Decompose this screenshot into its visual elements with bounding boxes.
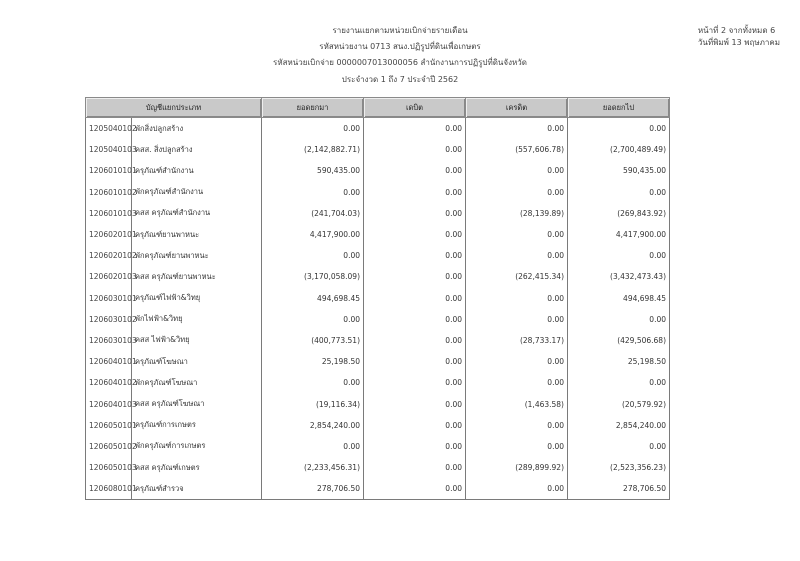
print-date: วันที่พิมพ์ 13 พฤษภาคม bbox=[697, 38, 780, 47]
credit-value: 0.00 bbox=[466, 436, 568, 457]
credit-value: (262,415.34) bbox=[466, 266, 568, 287]
table-row bbox=[86, 372, 670, 393]
carried-forward-value: 590,435.00 bbox=[568, 160, 670, 181]
account-code: 1206080101 bbox=[86, 478, 132, 500]
credit-value: 0.00 bbox=[466, 118, 568, 140]
table-row bbox=[86, 224, 670, 245]
brought-forward-value: 25,198.50 bbox=[262, 351, 364, 372]
brought-forward-value: (241,704.03) bbox=[262, 203, 364, 224]
carried-forward-value: 0.00 bbox=[568, 245, 670, 266]
carried-forward-value: 0.00 bbox=[568, 436, 670, 457]
table-row bbox=[86, 245, 670, 266]
account-name: คสส ครุภัณฑ์โฆษณา bbox=[132, 393, 262, 414]
account-code: 1206010102 bbox=[86, 182, 132, 203]
account-name: คสส ไฟฟ้า&วิทยุ bbox=[132, 330, 262, 351]
brought-forward-value: 0.00 bbox=[262, 309, 364, 330]
account-name: ครุภัณฑ์สำรวจ bbox=[132, 478, 262, 500]
account-code: 1206030102 bbox=[86, 309, 132, 330]
credit-value: 0.00 bbox=[466, 372, 568, 393]
brought-forward-value: 0.00 bbox=[262, 118, 364, 140]
carried-forward-value: 278,706.50 bbox=[568, 478, 670, 500]
account-code: 1206010101 bbox=[86, 160, 132, 181]
credit-value: 0.00 bbox=[466, 182, 568, 203]
table-row bbox=[86, 457, 670, 478]
table-row bbox=[86, 288, 670, 309]
credit-value: 0.00 bbox=[466, 415, 568, 436]
credit-value: 0.00 bbox=[466, 224, 568, 245]
ledger-table bbox=[85, 97, 670, 500]
carried-forward-value: (3,432,473.43) bbox=[568, 266, 670, 287]
report-title: รายงานแยกตามหน่วยเบิกจ่ายรายเดือน bbox=[332, 26, 468, 35]
table-row bbox=[86, 266, 670, 287]
credit-value: (1,463.58) bbox=[466, 393, 568, 414]
credit-value: 0.00 bbox=[466, 351, 568, 372]
table-row bbox=[86, 393, 670, 414]
account-code: 1206050102 bbox=[86, 436, 132, 457]
table-row bbox=[86, 160, 670, 181]
brought-forward-value: 590,435.00 bbox=[262, 160, 364, 181]
account-code: 1206050101 bbox=[86, 415, 132, 436]
brought-forward-value: 494,698.45 bbox=[262, 288, 364, 309]
carried-forward-value: (2,523,356.23) bbox=[568, 457, 670, 478]
account-name: พักสิ่งปลูกสร้าง bbox=[132, 118, 262, 140]
col-header-account: บัญชีแยกประเภท bbox=[86, 98, 262, 118]
account-code: 1206050103 bbox=[86, 457, 132, 478]
account-name: พักครุภัณฑ์ยานพาหนะ bbox=[132, 245, 262, 266]
carried-forward-value: 0.00 bbox=[568, 182, 670, 203]
account-name: คสส. สิ่งปลูกสร้าง bbox=[132, 139, 262, 160]
brought-forward-value: (2,142,882.71) bbox=[262, 139, 364, 160]
table-row bbox=[86, 351, 670, 372]
account-name: คสส ครุภัณฑ์เกษตร bbox=[132, 457, 262, 478]
account-code: 1206040102 bbox=[86, 372, 132, 393]
credit-value: (557,606.78) bbox=[466, 139, 568, 160]
brought-forward-value: 0.00 bbox=[262, 182, 364, 203]
carried-forward-value: (269,843.92) bbox=[568, 203, 670, 224]
account-name: พักครุภัณฑ์โฆษณา bbox=[132, 372, 262, 393]
account-name: ครุภัณฑ์สำนักงาน bbox=[132, 160, 262, 181]
credit-value: 0.00 bbox=[466, 160, 568, 181]
brought-forward-value: (400,773.51) bbox=[262, 330, 364, 351]
debit-value: 0.00 bbox=[364, 118, 466, 140]
account-code: 1206020103 bbox=[86, 266, 132, 287]
carried-forward-value: 0.00 bbox=[568, 309, 670, 330]
col-header-carried-forward: ยอดยกไป bbox=[568, 98, 670, 118]
debit-value: 0.00 bbox=[364, 160, 466, 181]
brought-forward-value: 0.00 bbox=[262, 245, 364, 266]
debit-value: 0.00 bbox=[364, 182, 466, 203]
credit-value: (289,899.92) bbox=[466, 457, 568, 478]
table-row bbox=[86, 118, 670, 140]
table-row bbox=[86, 203, 670, 224]
col-header-debit: เดบิต bbox=[364, 98, 466, 118]
debit-value: 0.00 bbox=[364, 393, 466, 414]
credit-value: 0.00 bbox=[466, 478, 568, 500]
carried-forward-value: (20,579.92) bbox=[568, 393, 670, 414]
agency-line: รหัสหน่วยงาน 0713 สนง.ปฏิรูปที่ดินเพื่อเกษตร bbox=[319, 42, 481, 51]
carried-forward-value: 4,417,900.00 bbox=[568, 224, 670, 245]
debit-value: 0.00 bbox=[364, 351, 466, 372]
brought-forward-value: 0.00 bbox=[262, 436, 364, 457]
debit-value: 0.00 bbox=[364, 309, 466, 330]
account-code: 1206020102 bbox=[86, 245, 132, 266]
credit-value: 0.00 bbox=[466, 309, 568, 330]
account-code: 1206010103 bbox=[86, 203, 132, 224]
credit-value: 0.00 bbox=[466, 245, 568, 266]
account-code: 1205040102 bbox=[86, 118, 132, 140]
account-name: ครุภัณฑ์การเกษตร bbox=[132, 415, 262, 436]
account-code: 1205040103 bbox=[86, 139, 132, 160]
brought-forward-value: 0.00 bbox=[262, 372, 364, 393]
carried-forward-value: (2,700,489.49) bbox=[568, 139, 670, 160]
carried-forward-value: 0.00 bbox=[568, 118, 670, 140]
page-info bbox=[698, 25, 780, 49]
account-name: คสส ครุภัณฑ์สำนักงาน bbox=[132, 203, 262, 224]
credit-value: (28,139.89) bbox=[466, 203, 568, 224]
debit-value: 0.00 bbox=[364, 203, 466, 224]
brought-forward-value: 278,706.50 bbox=[262, 478, 364, 500]
account-code: 1206040103 bbox=[86, 393, 132, 414]
account-name: พักครุภัณฑ์สำนักงาน bbox=[132, 182, 262, 203]
page-number: หน้าที่ 2 จากทั้งหมด 6 bbox=[697, 26, 776, 35]
debit-value: 0.00 bbox=[364, 224, 466, 245]
credit-value: (28,733.17) bbox=[466, 330, 568, 351]
debit-value: 0.00 bbox=[364, 478, 466, 500]
brought-forward-value: (19,116.34) bbox=[262, 393, 364, 414]
table-row bbox=[86, 478, 670, 500]
disbursement-unit-line: รหัสหน่วยเบิกจ่าย 0000007013000056 สำนักงานการปฏิรูปที่ดินจังหวัด bbox=[273, 58, 527, 67]
account-name: พักไฟฟ้า&วิทยุ bbox=[132, 309, 262, 330]
table-row bbox=[86, 139, 670, 160]
carried-forward-value: 25,198.50 bbox=[568, 351, 670, 372]
brought-forward-value: 2,854,240.00 bbox=[262, 415, 364, 436]
carried-forward-value: 0.00 bbox=[568, 372, 670, 393]
table-row bbox=[86, 415, 670, 436]
table-row bbox=[86, 436, 670, 457]
account-name: คสส ครุภัณฑ์ยานพาหนะ bbox=[132, 266, 262, 287]
carried-forward-value: 2,854,240.00 bbox=[568, 415, 670, 436]
col-header-brought-forward: ยอดยกมา bbox=[262, 98, 364, 118]
debit-value: 0.00 bbox=[364, 415, 466, 436]
carried-forward-value: 494,698.45 bbox=[568, 288, 670, 309]
account-code: 1206030101 bbox=[86, 288, 132, 309]
brought-forward-value: (3,170,058.09) bbox=[262, 266, 364, 287]
debit-value: 0.00 bbox=[364, 330, 466, 351]
account-name: ครุภัณฑ์ยานพาหนะ bbox=[132, 224, 262, 245]
brought-forward-value: 4,417,900.00 bbox=[262, 224, 364, 245]
debit-value: 0.00 bbox=[364, 245, 466, 266]
account-code: 1206030103 bbox=[86, 330, 132, 351]
account-name: ครุภัณฑ์ไฟฟ้า&วิทยุ bbox=[132, 288, 262, 309]
carried-forward-value: (429,506.68) bbox=[568, 330, 670, 351]
period-line: ประจำงวด 1 ถึง 7 ประจำปี 2562 bbox=[341, 75, 459, 84]
table-row bbox=[86, 182, 670, 203]
ledger-body bbox=[86, 118, 670, 500]
table-header-row bbox=[86, 98, 670, 118]
table-row bbox=[86, 309, 670, 330]
table-row bbox=[86, 330, 670, 351]
credit-value: 0.00 bbox=[466, 288, 568, 309]
brought-forward-value: (2,233,456.31) bbox=[262, 457, 364, 478]
account-name: ครุภัณฑ์โฆษณา bbox=[132, 351, 262, 372]
debit-value: 0.00 bbox=[364, 266, 466, 287]
col-header-credit: เครดิต bbox=[466, 98, 568, 118]
account-code: 1206020101 bbox=[86, 224, 132, 245]
debit-value: 0.00 bbox=[364, 457, 466, 478]
debit-value: 0.00 bbox=[364, 436, 466, 457]
account-code: 1206040101 bbox=[86, 351, 132, 372]
debit-value: 0.00 bbox=[364, 372, 466, 393]
debit-value: 0.00 bbox=[364, 139, 466, 160]
debit-value: 0.00 bbox=[364, 288, 466, 309]
account-name: พักครุภัณฑ์การเกษตร bbox=[132, 436, 262, 457]
